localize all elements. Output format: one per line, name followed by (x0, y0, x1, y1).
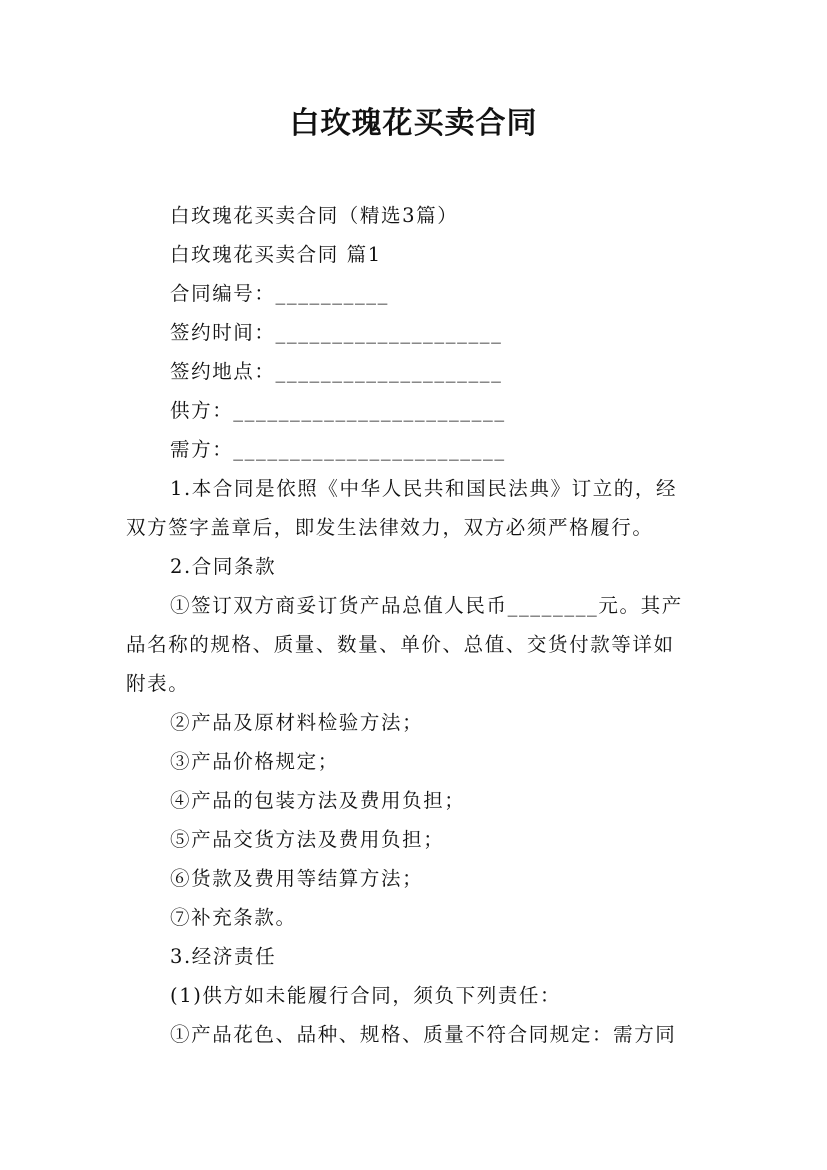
clause-heading: 3.经济责任 (170, 945, 277, 968)
contract-number-field: 合同编号：__________ (170, 282, 389, 305)
body-line: ①产品花色、品种、规格、质量不符合同规定：需方同 (170, 1023, 677, 1046)
body-line: 1.本合同是依照《中华人民共和国民法典》订立的，经 (170, 477, 678, 500)
sign-time-field: 签约时间：____________________ (170, 321, 503, 344)
list-item: ⑦补充条款。 (170, 906, 297, 929)
sign-place-field: 签约地点：____________________ (170, 360, 503, 383)
body-line: ①签订双方商妥订货产品总值人民币________元。其产 (170, 594, 683, 617)
list-item: ⑥货款及费用等结算方法； (170, 867, 424, 890)
section-heading: 白玫瑰花买卖合同 篇1 (170, 243, 382, 266)
list-item: ②产品及原材料检验方法； (170, 711, 424, 734)
clause-heading: 2.合同条款 (170, 555, 277, 578)
list-item: ⑤产品交货方法及费用负担； (170, 828, 445, 851)
list-item: ③产品价格规定； (170, 750, 339, 773)
body-line: 双方签字盖章后，即发生法律效力，双方必须严格履行。 (126, 516, 654, 539)
body-line: 品名称的规格、质量、数量、单价、总值、交货付款等详如 (126, 633, 675, 656)
body-line: (1)供方如未能履行合同，须负下列责任： (170, 984, 562, 1007)
supplier-field: 供方：________________________ (170, 399, 506, 422)
body-line: 附表。 (126, 672, 190, 695)
subtitle-line: 白玫瑰花买卖合同（精选3篇） (170, 204, 459, 227)
list-item: ④产品的包装方法及费用负担； (170, 789, 466, 812)
document-title: 白玫瑰花买卖合同 (289, 106, 538, 141)
buyer-field: 需方：________________________ (170, 438, 506, 461)
